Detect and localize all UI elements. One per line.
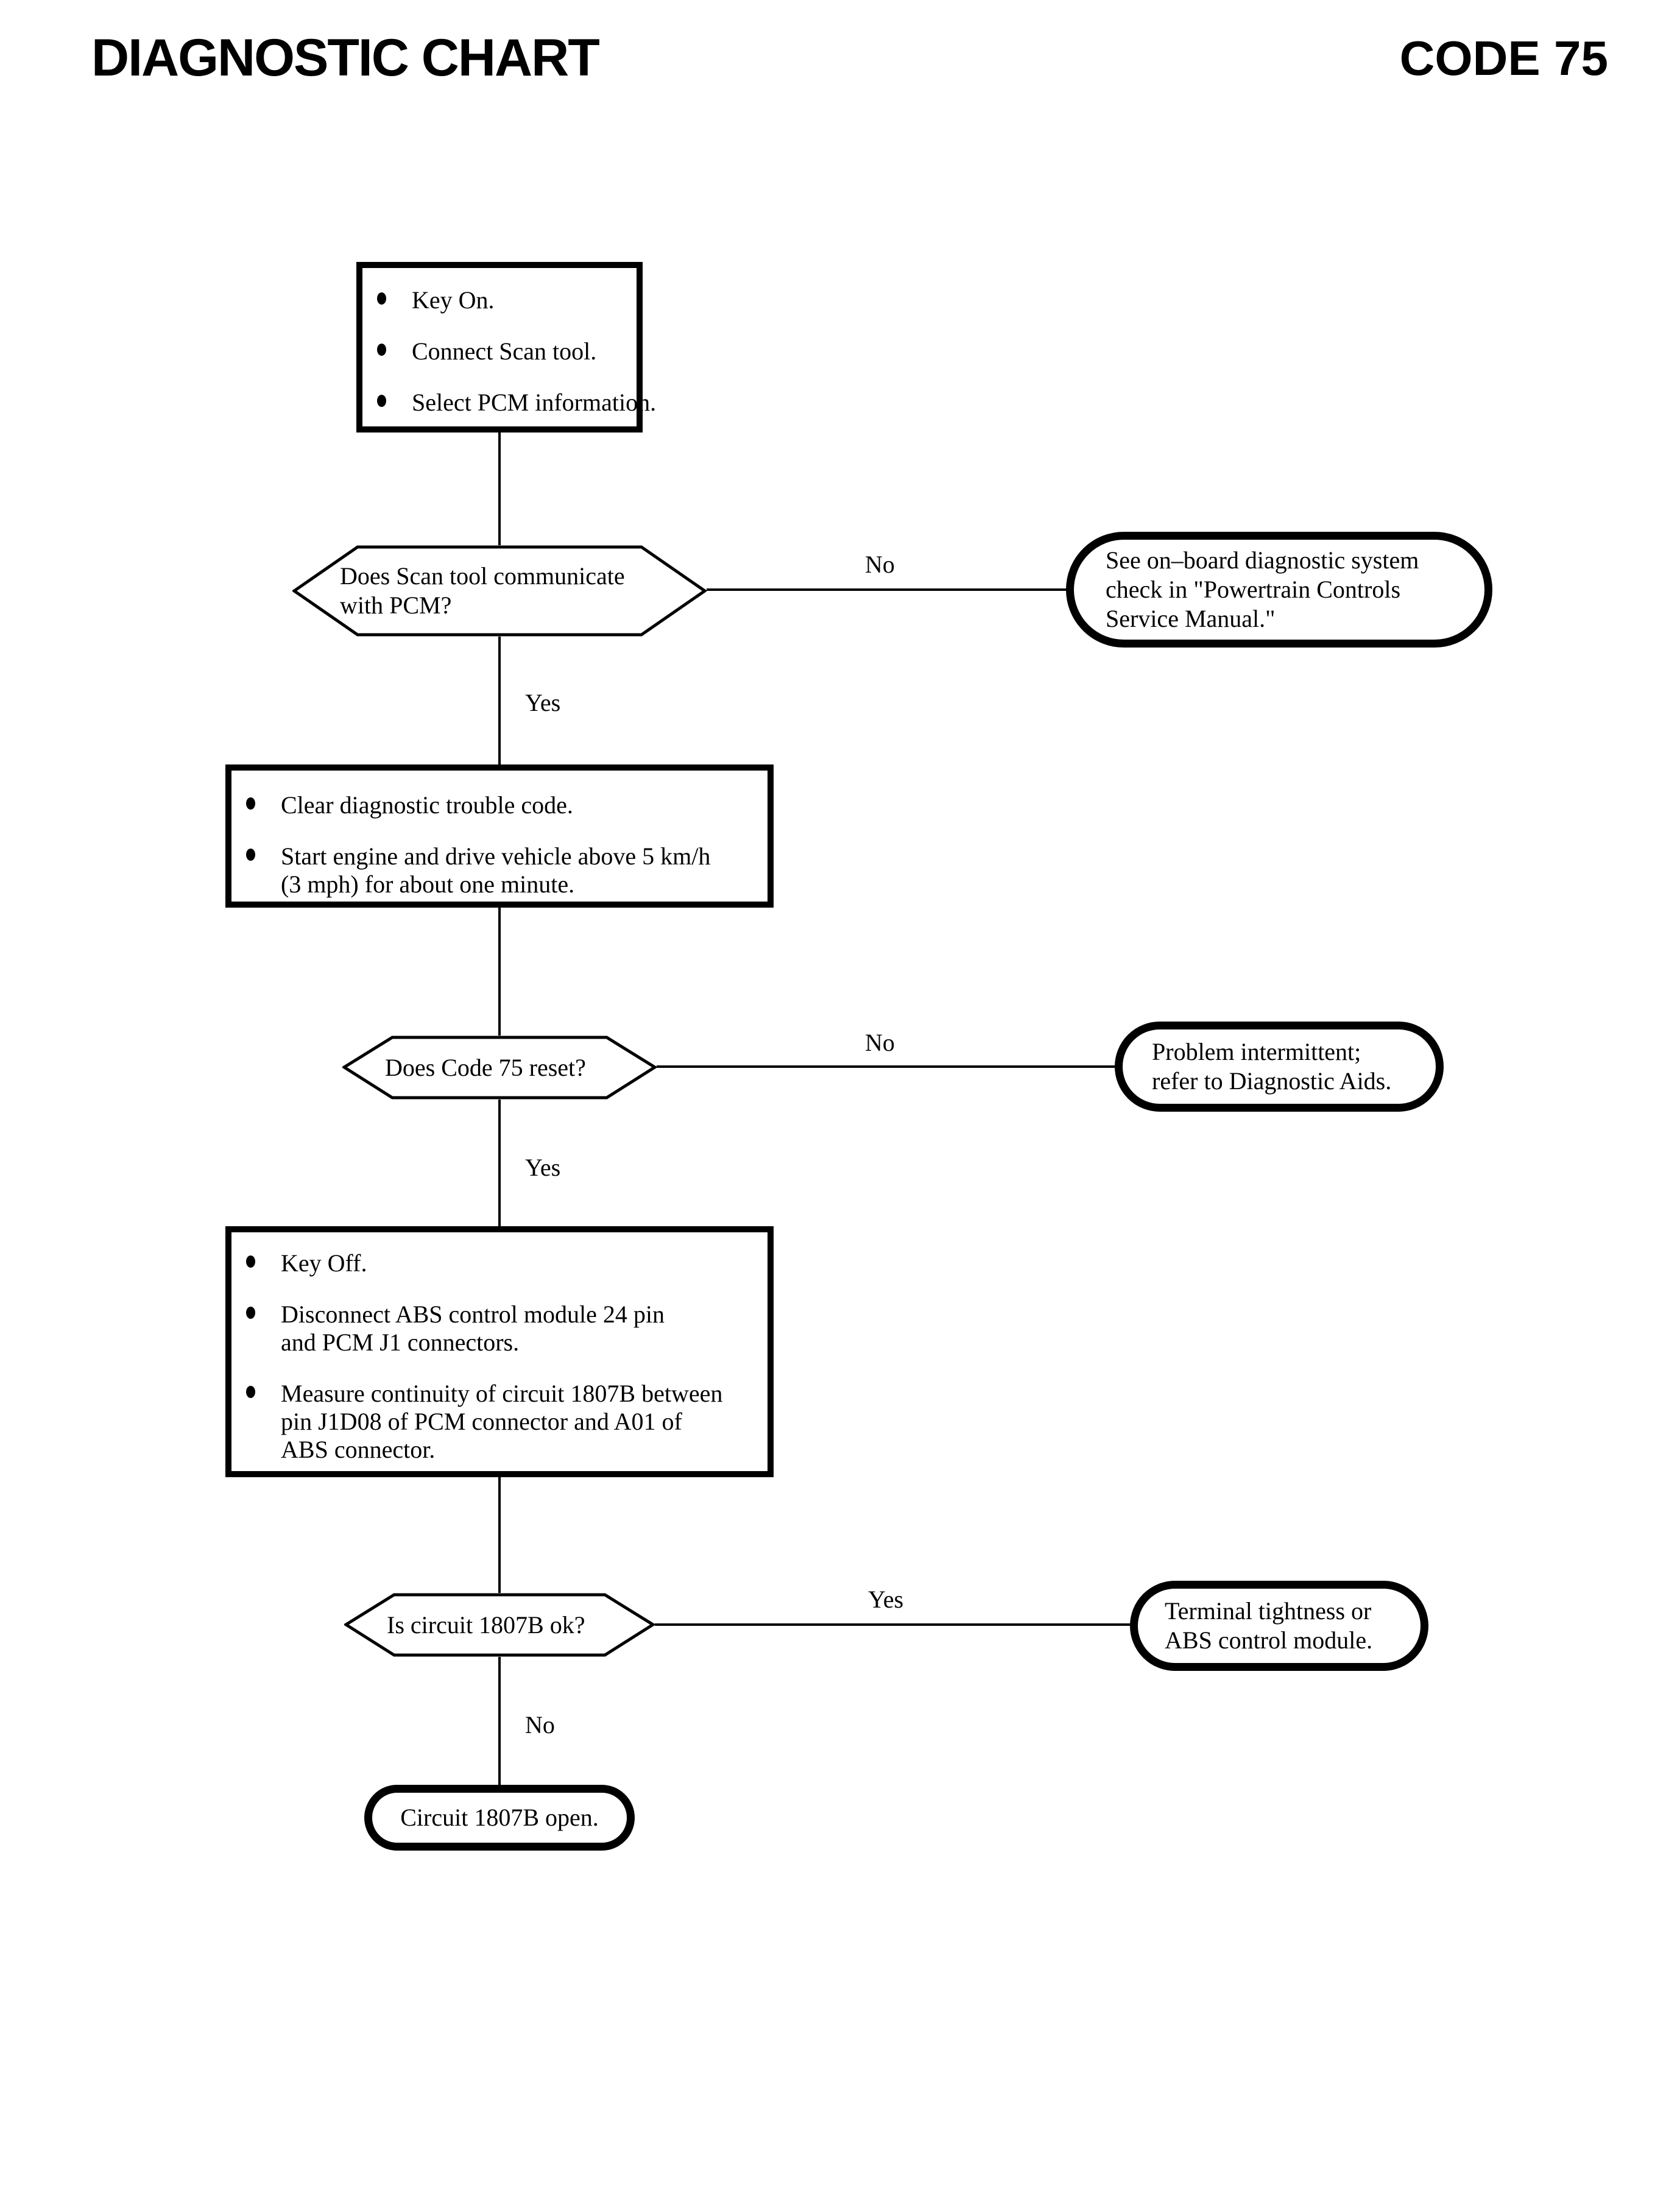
connector-action3-to-decision3 [498,1477,501,1593]
bullet-list [240,1249,761,1464]
text-line: Key On. [412,286,495,314]
bullet-item [371,389,657,417]
text-line: Problem intermittent; [1152,1038,1361,1065]
text-line: Connect Scan tool. [412,337,597,365]
text-line: Service Manual." [1106,605,1276,632]
text-line: refer to Diagnostic Aids. [1152,1067,1392,1095]
text-line: Measure continuity of circuit 1807B between [281,1380,723,1407]
bullet-icon [246,797,255,810]
edge-label-yes-3: Yes [868,1586,904,1613]
text-line: and PCM J1 connectors. [281,1329,520,1356]
node-start-actions [356,262,657,432]
bullet-icon [246,1307,255,1319]
bullet-item [240,1249,761,1277]
bullet-icon [377,292,386,305]
text-line: check in "Powertrain Controls [1106,576,1401,603]
node-result-obd-check [1066,532,1492,648]
node-decision-scan-tool [292,545,707,637]
text-line: Does Code 75 reset? [385,1053,586,1081]
bullet-item [371,286,630,314]
node-result-intermittent [1115,1022,1444,1112]
bullet-item [240,842,761,898]
bullet-list [371,286,657,417]
edge-label-yes-2: Yes [525,1154,561,1181]
text-line: ABS control module. [1165,1626,1373,1654]
connector-decision3-yes [655,1623,1130,1626]
connector-decision2-no [657,1065,1115,1068]
node-result-circuit-open [364,1785,635,1851]
bullet-list [240,791,761,898]
node-decision-code-reset [342,1036,657,1100]
bullet-item [240,1380,761,1464]
connector-action2-to-decision2 [498,908,501,1036]
bullet-icon [377,344,386,356]
text-line: Start engine and drive vehicle above 5 km/h [281,842,711,870]
text-line: with PCM? [340,591,452,619]
node-action-clear-code [225,764,774,908]
code-number: CODE 75 [1399,31,1608,85]
connector-decision2-yes [498,1100,501,1226]
connector-start-to-decision1 [498,432,501,545]
bullet-icon [377,395,386,407]
text-line: Circuit 1807B open. [400,1804,599,1831]
bullet-item [240,1301,761,1357]
text-line: Does Scan tool communicate [340,562,625,590]
bullet-item [371,337,630,365]
text-line: Clear diagnostic trouble code. [281,791,573,819]
edge-label-yes-1: Yes [525,689,561,716]
bullet-icon [246,1386,255,1398]
edge-label-no-2: No [865,1029,895,1056]
bullet-icon [246,1255,255,1268]
text-line: (3 mph) for about one minute. [281,870,575,898]
text-line: Key Off. [281,1249,367,1277]
node-result-terminal [1130,1581,1428,1671]
node-decision-circuit-ok [344,1593,655,1657]
edge-label-no-3: No [525,1711,555,1739]
text-line: Select PCM information. [412,389,657,416]
connector-decision3-no [498,1657,501,1785]
text-line: ABS connector. [281,1436,436,1463]
connector-decision1-no [707,588,1066,591]
text-line: See on–board diagnostic system [1106,546,1419,574]
bullet-item [240,791,761,819]
text-line: Is circuit 1807B ok? [387,1611,585,1639]
node-action-measure-circuit [225,1226,774,1477]
edge-label-no-1: No [865,551,895,578]
connector-decision1-yes [498,637,501,764]
text-line: Disconnect ABS control module 24 pin [281,1301,665,1328]
page-title: DIAGNOSTIC CHART [91,29,599,87]
bullet-icon [246,849,255,861]
text-line: Terminal tightness or [1165,1597,1372,1625]
text-line: pin J1D08 of PCM connector and A01 of [281,1408,682,1435]
